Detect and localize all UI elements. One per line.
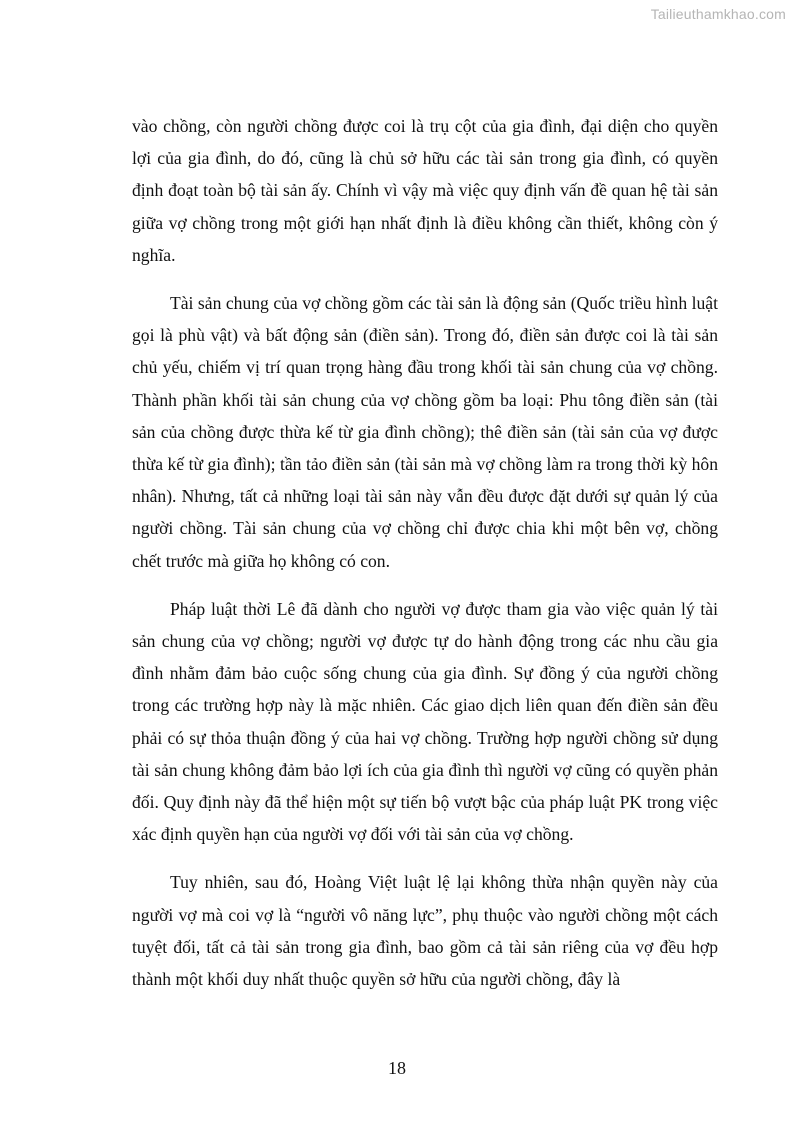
watermark-text: Tailieuthamkhao.com — [650, 6, 786, 22]
paragraph-common-property: Tài sản chung của vợ chồng gồm các tài sản là động sản (Quốc triều hình luật gọi là phù vật) và bất động sản (điền sản). Trong đó, điền sản được coi là tài sản chủ yếu, chiếm vị trí quan trọng hàng đầu trong khối tài sản chung của vợ chồng. Thành phần khối tài sản chung của vợ chồng gồm ba loại: Phu tông điền sản (tài sản của chồng được thừa kế từ gia đình chồng); thê điền sản (tài sản của vợ được thừa kế từ gia đình); tần tảo điền sản (tài sản mà vợ chồng làm ra trong thời kỳ hôn nhân). Nhưng, tất cả những loại tài sản này vẫn đều được đặt dưới sự quản lý của người chồng. Tài sản chung của vợ chồng chỉ được chia khi một bên vợ, chồng chết trước mà giữa họ không có con. — [132, 293, 718, 571]
paragraph-le-dynasty-law: Pháp luật thời Lê đã dành cho người vợ được tham gia vào việc quản lý tài sản chung của vợ chồng; người vợ được tự do hành động trong các nhu cầu gia đình nhằm đảm bảo cuộc sống chung của gia đình. Sự đồng ý của người chồng trong các trường hợp này là mặc nhiên. Các giao dịch liên quan đến điền sản đều phải có sự thỏa thuận đồng ý của hai vợ chồng. Trường hợp người chồng sử dụng tài sản chung không đảm bảo lợi ích của gia đình thì người vợ cũng có quyền phản đối. Quy định này đã thể hiện một sự tiến bộ vượt bậc của pháp luật PK trong việc xác định quyền hạn của người vợ đối với tài sản của vợ chồng. — [132, 598, 718, 845]
page-body — [132, 110, 718, 1011]
paragraph-hoang-viet-luat-le: Tuy nhiên, sau đó, Hoàng Việt luật lệ lại không thừa nhận quyền này của người vợ mà coi vợ là “người vô năng lực”, phụ thuộc vào người chồng một cách tuyệt đối, tất cả tài sản trong gia đình, bao gồm cả tài sản riêng của vợ đều hợp thành một khối duy nhất thuộc quyền sở hữu của người chồng, đây là — [132, 872, 718, 990]
page-number: 18 — [388, 1058, 406, 1078]
paragraph-continuation: vào chồng, còn người chồng được coi là trụ cột của gia đình, đại diện cho quyền lợi của gia đình, do đó, cũng là chủ sở hữu các tài sản trong gia đình, có quyền định đoạt toàn bộ tài sản ấy. Chính vì vậy mà việc quy định vấn đề quan hệ tài sản giữa vợ chồng trong một giới hạn nhất định là điều không cần thiết, không còn ý nghĩa. — [132, 116, 718, 265]
